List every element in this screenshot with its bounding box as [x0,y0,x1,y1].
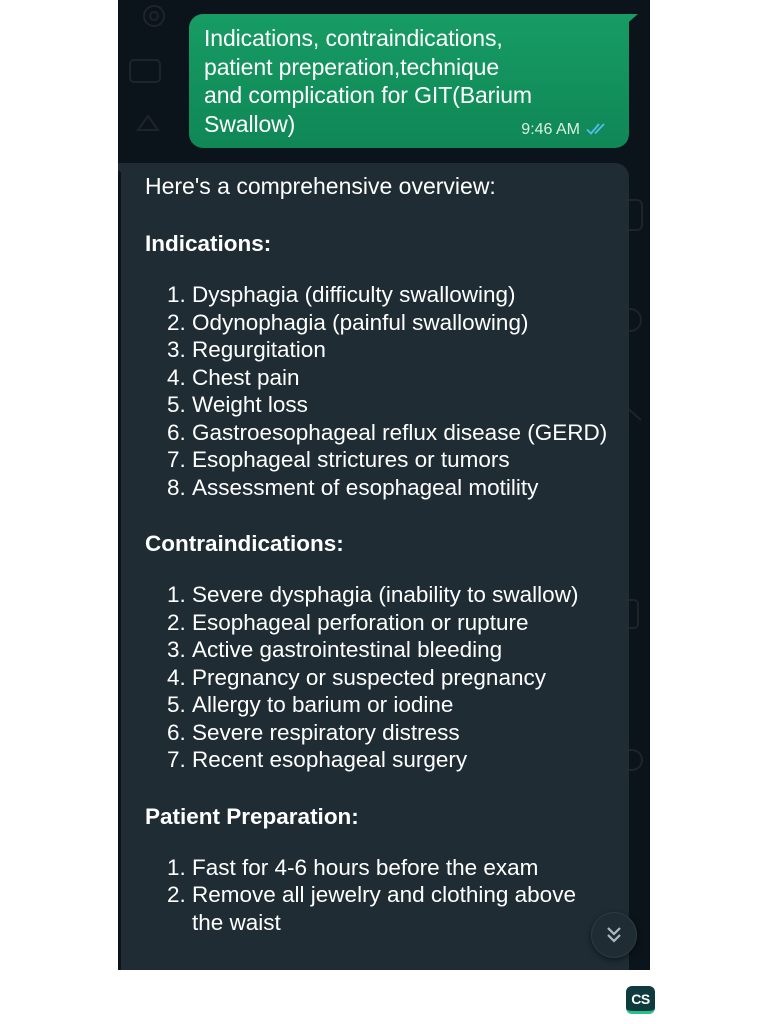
outgoing-message-bubble[interactable] [189,14,629,148]
list-item: 2. Esophageal perforation or rupture [167,609,529,635]
list-item: 4. Chest pain [167,364,300,390]
message-time: 9:46 AM [521,120,580,138]
outgoing-message-text: Indications, contraindications, patient preperation,technique and complication for GIT(Barium Swallow) [204,25,532,137]
section-indications [145,229,611,501]
section-heading: Contraindications: [145,531,344,556]
section-heading: Patient Preparation: [145,803,359,829]
camscanner-logo: CS [626,986,655,1014]
list-item: 2. Remove all jewelry and clothing above the waist [167,882,576,935]
list-item: 4. Pregnancy or suspected pregnancy [167,664,546,690]
list-item: 8. Assessment of esophageal motility [167,474,539,500]
list-item: 1. Fast for 4-6 hours before the exam [167,854,539,880]
incoming-message-bubble[interactable] [121,163,629,970]
list-item: 7. Recent esophageal surgery [167,747,468,772]
message-intro: Here's a comprehensive overview: [145,173,496,199]
patient-preparation-list [145,854,611,937]
indications-list [145,281,611,501]
list-item: 3. Regurgitation [167,337,326,362]
contraindications-list [145,581,611,774]
chat-screen [118,0,650,970]
section-patient-preparation [145,802,611,937]
list-item: 1. Dysphagia (difficulty swallowing) [167,282,516,307]
list-item: 5. Allergy to barium or iodine [167,692,454,717]
list-item: 7. Esophageal strictures or tumors [167,447,510,472]
double-chevron-down-icon [604,925,624,945]
list-item: 5. Weight loss [167,392,308,417]
section-heading: Indications: [145,231,272,256]
list-item: 1. Severe dysphagia (inability to swallow) [167,582,579,607]
outgoing-message-meta [521,116,617,145]
list-item: 6. Gastroesophageal reflux disease (GERD) [167,419,608,445]
scroll-to-bottom-button[interactable] [591,912,637,958]
list-item: 6. Severe respiratory distress [167,719,460,745]
double-check-read-icon [586,116,617,145]
list-item: 2. Odynophagia (painful swallowing) [167,309,529,335]
list-item: 3. Active gastrointestinal bleeding [167,637,503,662]
section-contraindications [145,529,611,774]
